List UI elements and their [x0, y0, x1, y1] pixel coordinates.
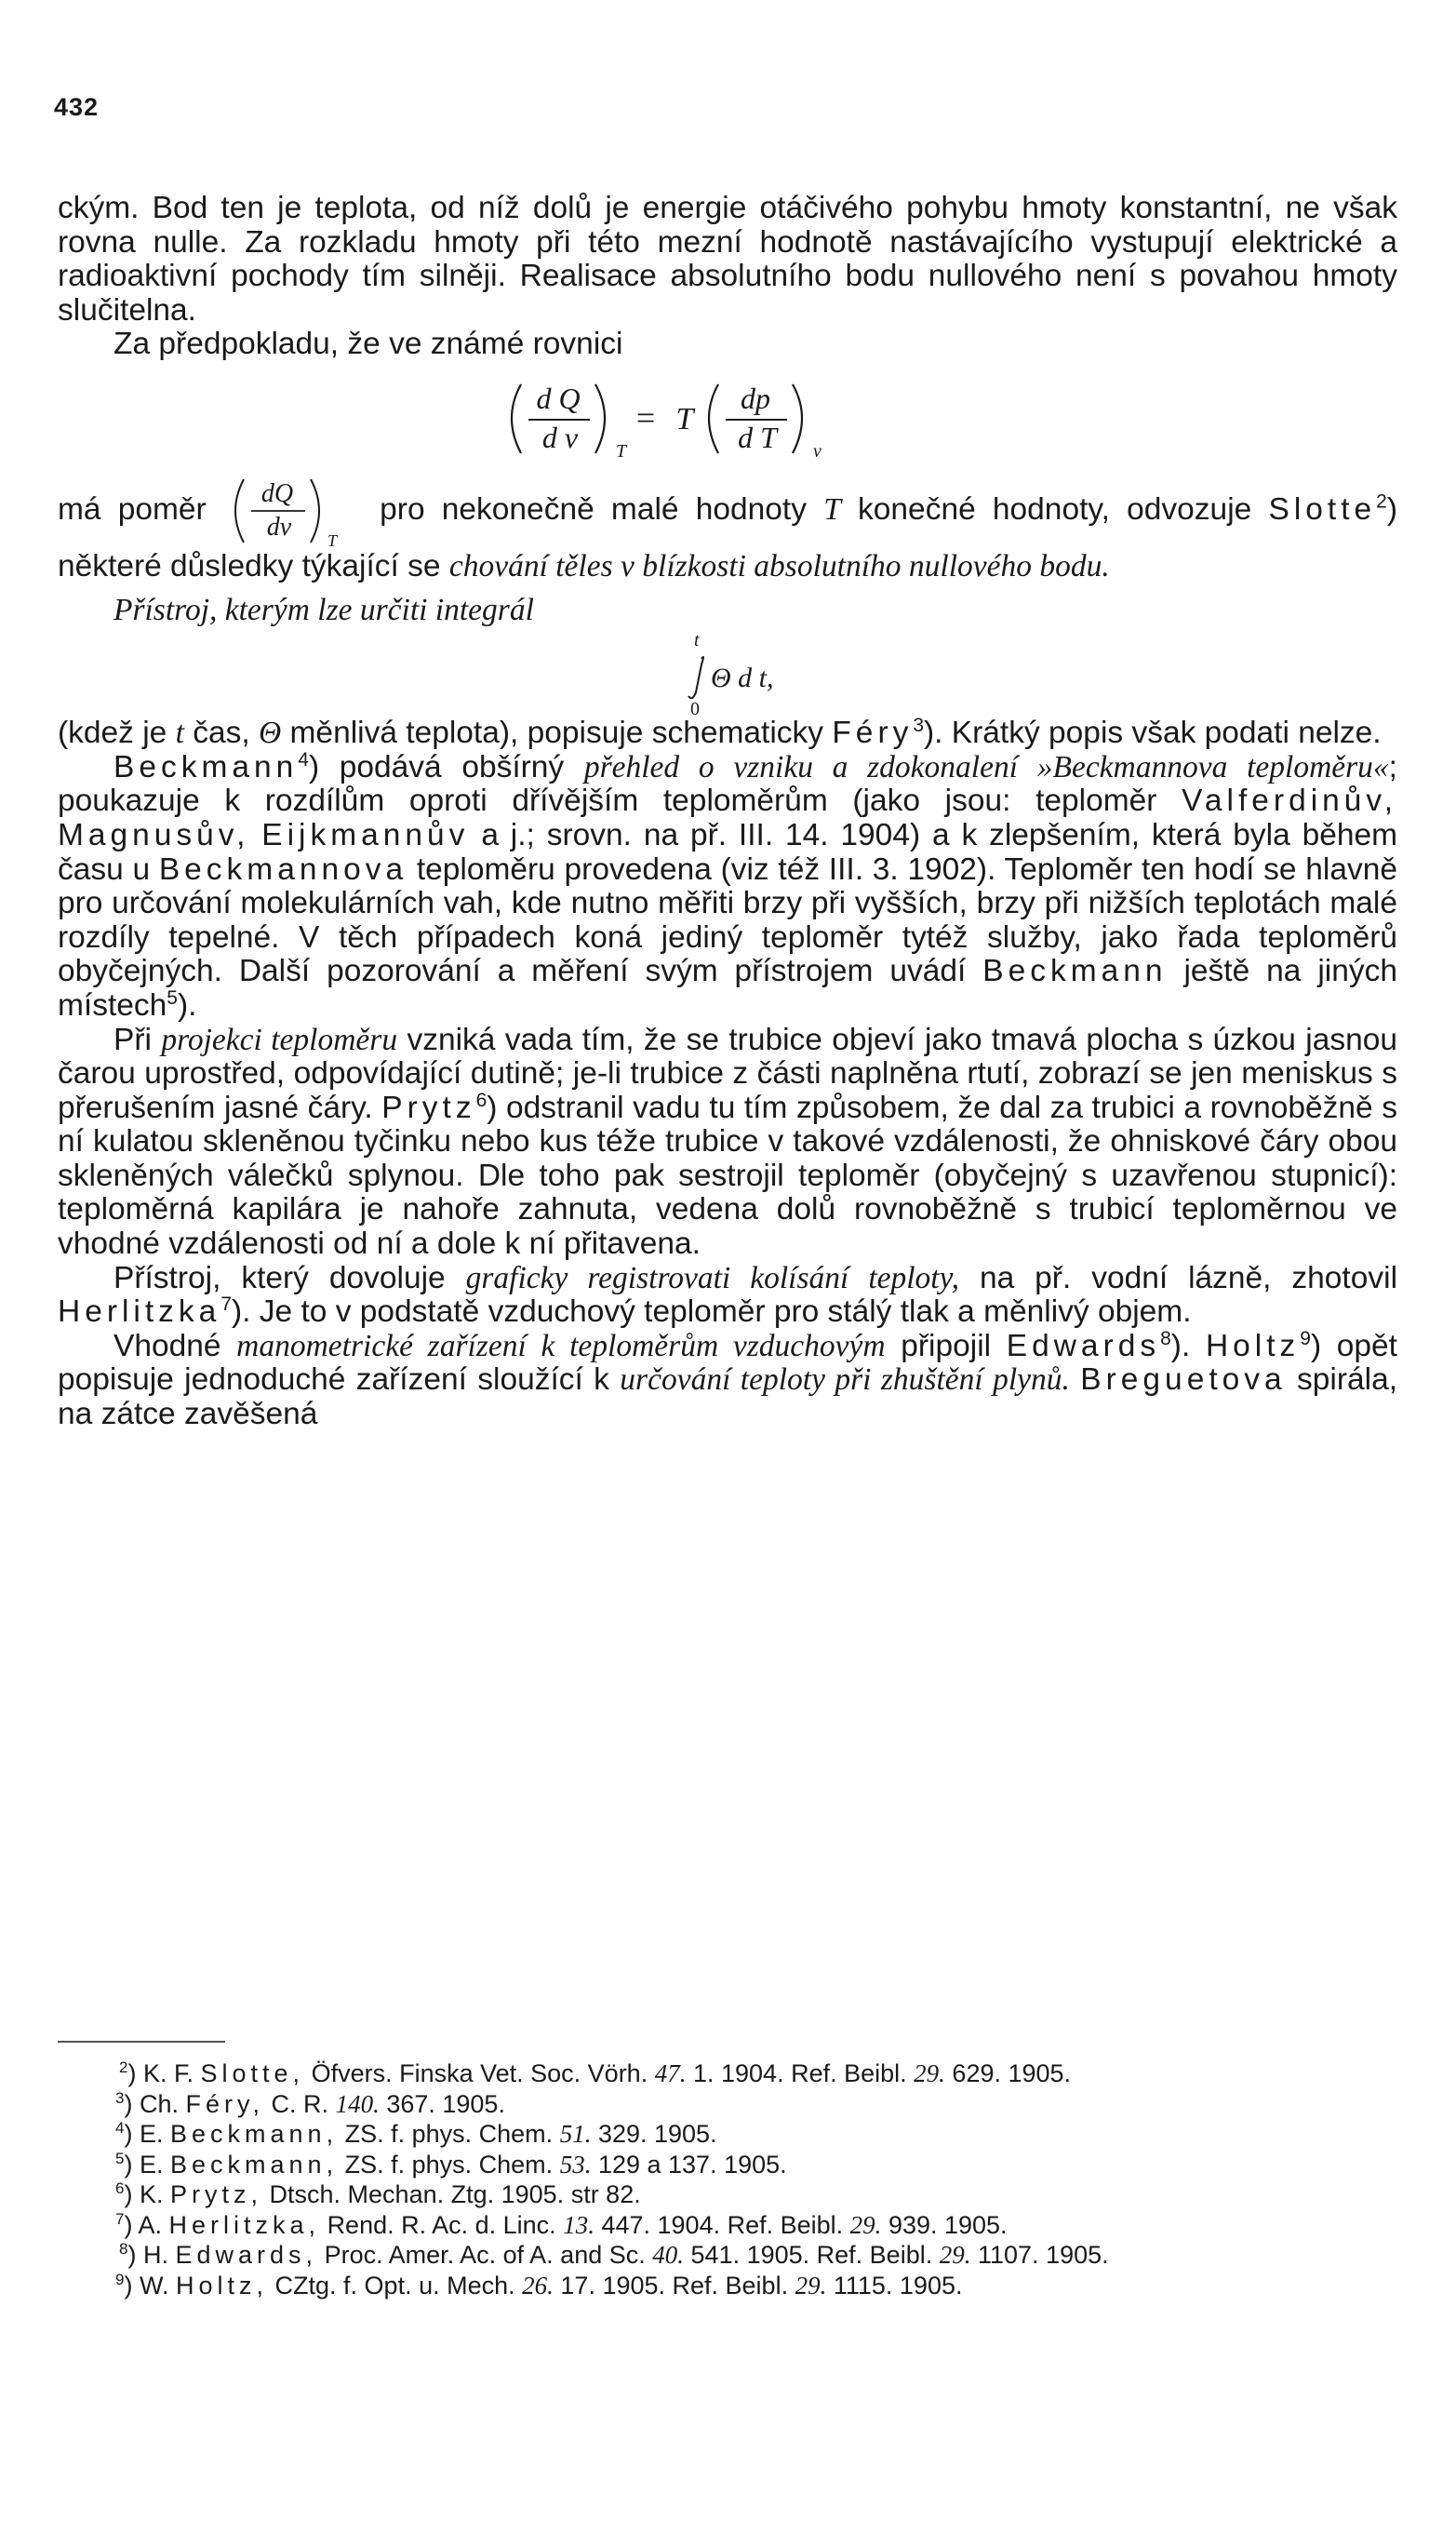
italic-phrase: manometrické zařízení k teploměrům vzduchovým: [236, 1328, 886, 1363]
volume: 29.: [939, 2241, 971, 2269]
text-run: 367. 1905.: [386, 2089, 505, 2118]
text-run: má poměr: [58, 491, 207, 527]
ratio-fraction: [223, 472, 363, 550]
author-name: Prytz: [381, 1090, 476, 1125]
integral-formula: [653, 627, 802, 717]
footnote-mark: 2: [119, 2058, 128, 2076]
integral-lower-limit: 0: [690, 699, 700, 717]
footnote-3: $^3$) Ch. Féry, C. R. 140. 367. 1905.: [115, 2088, 505, 2118]
text-run: ) některé důsledky týkající se: [58, 491, 1397, 583]
volume: 13.: [563, 2210, 594, 2239]
text-run: 1. 1904. Ref. Beibl.: [692, 2059, 907, 2087]
author-name: Beckmannova: [158, 851, 408, 887]
text-run: 129 a 137. 1905.: [597, 2150, 787, 2179]
text-run: CZtg. f. Opt. u. Mech.: [274, 2271, 515, 2299]
text-run: Dtsch. Mechan. Ztg. 1905. str 82.: [269, 2180, 641, 2208]
integral-equation: [58, 627, 1397, 717]
footnote-ref: 8: [1160, 1327, 1171, 1349]
footnote-ref: 4: [298, 748, 309, 771]
footnote-8: $^8$) H. Edwards, Proc. Amer. Ac. of A. and Sc. 40. 541. 1905. Ref. Beibl. 29. 1107. 1905.: [119, 2240, 1109, 2269]
author-name: Beckmann: [982, 954, 1168, 989]
eq-rhs-numerator: dp: [741, 381, 770, 415]
footnote-ref: 6: [475, 1089, 488, 1111]
text-run: Při: [114, 1022, 152, 1057]
footnote-mark: 8: [119, 2240, 128, 2258]
paragraph-2: Za předpokladu, že ve známé rovnici: [114, 327, 623, 362]
display-equation: [58, 369, 1397, 466]
paragraph-8: [58, 1262, 1397, 1330]
volume: 40.: [652, 2241, 685, 2269]
footnote-5: $^5$) E. Beckmann, ZS. f. phys. Chem. 53. 129 a 137. 1905.: [115, 2149, 787, 2179]
text-run: Öfvers. Finska Vet. Soc. Vörh.: [311, 2059, 648, 2087]
text-run: K. F.: [142, 2059, 194, 2087]
author-name: Beckmann,: [170, 2150, 339, 2179]
footnote-4: $^4$) E. Beckmann, ZS. f. phys. Chem. 51. 329. 1905.: [115, 2119, 717, 2148]
text-run: připojil: [901, 1328, 992, 1363]
text-run: 447. 1904. Ref. Beibl.: [601, 2210, 844, 2239]
text-run: ZS. f. phys. Chem.: [344, 2150, 554, 2179]
footnote-7: $^7$) A. Herlitzka, Rend. R. Ac. d. Linc. 13. 447. 1904. Ref. Beibl. 29. 939. 1905.: [115, 2209, 1008, 2239]
text-run: Proc. Amer. Ac. of A. and Sc.: [324, 2241, 646, 2269]
math-T: T: [823, 491, 841, 527]
author-name: Féry,: [185, 2089, 265, 2118]
footnote-mark: 3: [115, 2088, 125, 2107]
author-name: Slotte: [1268, 491, 1377, 527]
author-name: Edwards: [1006, 1328, 1161, 1363]
math-t: t: [175, 716, 184, 751]
italic-phrase: graficky registrovati kolísání teploty,: [465, 1260, 960, 1295]
italic-phrase: chování těles v blízkosti absolutního nullového bodu.: [448, 548, 1110, 583]
text-run: konečné hodnoty, odvozuje: [858, 491, 1252, 527]
text-run: 329. 1905.: [597, 2120, 717, 2148]
footnote-mark: 9: [115, 2270, 125, 2288]
footnote-ref: 3: [913, 715, 925, 736]
footnote-9: $^9$) W. Holtz, CZtg. f. Opt. u. Mech. 26. 17. 1905. Ref. Beibl. 29. 1115. 1905.: [115, 2270, 963, 2299]
footnote-ref: 9: [1300, 1327, 1311, 1349]
footnote-mark: 4: [115, 2119, 125, 2137]
text-run: Vhodné: [114, 1328, 221, 1363]
text-run: ). Krátký popis však podati nelze.: [924, 716, 1382, 751]
integral-upper-limit: t: [694, 630, 700, 651]
volume: 29.: [914, 2059, 945, 2087]
eq-T: T: [675, 401, 694, 436]
text-run: pro nekonečně malé hodnoty: [380, 491, 807, 527]
author-name: Holtz,: [175, 2271, 269, 2299]
paragraph-5: [58, 717, 1397, 751]
footnote-6: $^6$) K. Prytz, Dtsch. Mechan. Ztg. 1905. str 82.: [115, 2179, 641, 2208]
italic-phrase: přehled o vzniku a zdokonalení »Beckmannova teploměru«: [583, 749, 1389, 784]
paragraph-4: [58, 594, 1397, 628]
author-name: Holtz: [1205, 1328, 1301, 1363]
ratio-denominator: dv: [266, 512, 292, 542]
eq-lhs-denominator: d v: [541, 420, 579, 454]
text-run: měnlivá teplota), popisuje schematicky: [289, 716, 824, 751]
volume: 140.: [335, 2089, 380, 2118]
paragraph-6: [58, 748, 1398, 1024]
author-name: Beckmann,: [170, 2120, 339, 2148]
text-run: ) odstranil vadu tu tím způsobem, že dal za trubici a rovnoběžně s ní kulatou skleněnou tyčinku nebo kus téže trubice v takové vzdálenosti, že ohniskové čáry obou skleněných válečků splynou. Dle toho pak sestrojil teploměr (obyčejný s uzavřenou stupnicí): teploměrná kapilára je nahoře zahnuta, vedena dolů rovnoběžně s trubicí teploměrnou ve vhodné vzdálenosti od ní a dole k ní přitavena.: [58, 1090, 1397, 1262]
ratio-subscript: T: [327, 530, 337, 550]
paragraph-7: [58, 1024, 1397, 1262]
italic-phrase: Přístroj, kterým lze určiti integrál: [114, 592, 534, 627]
text-run: (kdež je: [58, 716, 167, 751]
paragraph-9: [58, 1327, 1398, 1432]
text-run: teploměru provedena (viz též III. 3. 1902). Teploměr ten hodí se hlavně pro určování molekulárních vah, kde nutno měřiti brzy při vyšších, brzy při nižších teplotách malé rozdíly tepelné. V těch případech koná jediný teploměr tytéž služby, jako řada teploměrů obyčejných. Další pozorování a měření svým přístrojem uvádí: [58, 851, 1397, 989]
author-name: Magnusův,: [58, 817, 250, 852]
integral-integrand: Θ d t,: [711, 663, 774, 694]
author-name: Breguetova: [1080, 1362, 1287, 1398]
footnotes: [58, 2058, 1397, 2300]
text-run: W.: [139, 2271, 169, 2299]
text-run: ). Je to v podstatě vzduchový teploměr pro stálý tlak a měnlivý objem.: [232, 1294, 1192, 1330]
text-run: K.: [139, 2180, 164, 2208]
text-run: ).: [177, 987, 197, 1023]
footnote-ref: 5: [167, 986, 178, 1009]
volume: 53.: [559, 2150, 592, 2179]
text-run: 1107. 1905.: [978, 2241, 1109, 2269]
text-run: Ch.: [139, 2089, 179, 2118]
footnote-ref: 7: [220, 1294, 232, 1316]
footnote-mark: 7: [115, 2209, 125, 2228]
paragraph-1: ckým. Bod ten je teplota, od níž dolů je energie otáčivého pohybu hmoty konstantní, ne však rovna nulle. Za rozkladu hmoty při této mezní hodnotě nastávajícího vystupují elektrické a radioaktivní pochody tím silněji. Realisace absolutního bodu nullového není s povahou hmoty slučitelna.: [58, 191, 1397, 328]
text-run: a j.; srovn. na př. III. 14. 1904) a k zlepšením, která byla během času u: [58, 817, 1398, 887]
eq-rhs-denominator: d T: [738, 420, 777, 454]
author-name: Slotte,: [200, 2059, 305, 2087]
footnote-mark: 6: [115, 2179, 125, 2197]
author-name: Prytz,: [170, 2180, 263, 2208]
text-run: E.: [139, 2120, 164, 2148]
text-run: 1115. 1905.: [833, 2271, 963, 2299]
footnote-mark: 5: [115, 2149, 125, 2167]
footnote-ref: 2: [1376, 490, 1387, 513]
text-run: ; poukazuje k rozdílům oproti dřívějším teploměrům (jako jsou: teploměr: [58, 749, 1397, 819]
text-run: C. R.: [271, 2089, 329, 2118]
volume: 29.: [795, 2271, 827, 2299]
text-run: ještě na jiných místech: [58, 954, 1397, 1023]
italic-phrase: určování teploty při zhuštění plynů.: [620, 1362, 1070, 1398]
main-text: [58, 192, 1397, 1432]
text-run: Přístroj, který dovoluje: [114, 1260, 446, 1295]
text-run: ZS. f. phys. Chem.: [344, 2120, 554, 2148]
page-number: 432: [54, 93, 100, 121]
text-run: ) opět popisuje jednoduché zařízení sloužící k: [58, 1328, 1397, 1398]
author-name: Herlitzka,: [168, 2210, 321, 2239]
text-run: Rend. R. Ac. d. Linc.: [327, 2210, 556, 2239]
eq-rhs-subscript: v: [813, 440, 822, 462]
volume: 29.: [849, 2210, 882, 2239]
paragraph-3: [58, 472, 1397, 584]
text-run: 541. 1905. Ref. Beibl.: [690, 2241, 933, 2269]
text-run: vzniká vada tím, že se trubice objeví jako tmavá plocha s úzkou jasnou čarou uprostřed, odpovídající dutině; je-li trubice z části naplněna rtutí, zobrazí se jen meniskus s přerušením jasné čáry.: [58, 1022, 1398, 1125]
ratio-numerator: dQ: [260, 478, 294, 508]
author-name: Beckmann: [114, 749, 299, 784]
text-run: 629. 1905.: [952, 2059, 1072, 2087]
volume: 51.: [559, 2120, 592, 2148]
author-name: Edwards,: [175, 2241, 318, 2269]
math-theta: Θ: [259, 716, 282, 751]
text-run: čas,: [193, 716, 250, 751]
eq-lhs-numerator: d Q: [536, 381, 581, 415]
text-run: ).: [1170, 1328, 1191, 1363]
text-run: spirála, na zátce zavěšená: [58, 1362, 1398, 1432]
text-run: E.: [139, 2150, 164, 2179]
text-run: A.: [138, 2210, 162, 2239]
footnote-divider: [58, 2041, 225, 2043]
volume: 26.: [522, 2271, 554, 2299]
italic-phrase: projekci teploměru: [161, 1022, 398, 1057]
author-name: Herlitzka: [58, 1294, 221, 1330]
author-name: Féry: [832, 716, 914, 751]
text-run: ) podává obšírný: [308, 749, 565, 784]
eq-equals: =: [635, 398, 656, 436]
text-run: 939. 1905.: [888, 2210, 1008, 2239]
author-name: Eijkmannův: [261, 817, 470, 852]
thermodynamic-equation: [486, 369, 969, 466]
eq-lhs-subscript: T: [616, 440, 627, 462]
text-run: H.: [142, 2241, 168, 2269]
author-name: Valferdinův,: [1182, 784, 1397, 819]
volume: 47.: [654, 2059, 687, 2087]
text-run: 17. 1905. Ref. Beibl.: [560, 2271, 789, 2299]
footnote-2: $^2$) K. F. Slotte, Öfvers. Finska Vet. Soc. Vörh. 47. 1. 1904. Ref. Beibl. 29. 629. 1905.: [119, 2058, 1072, 2087]
text-run: na př. vodní lázně, zhotovil: [979, 1260, 1398, 1295]
